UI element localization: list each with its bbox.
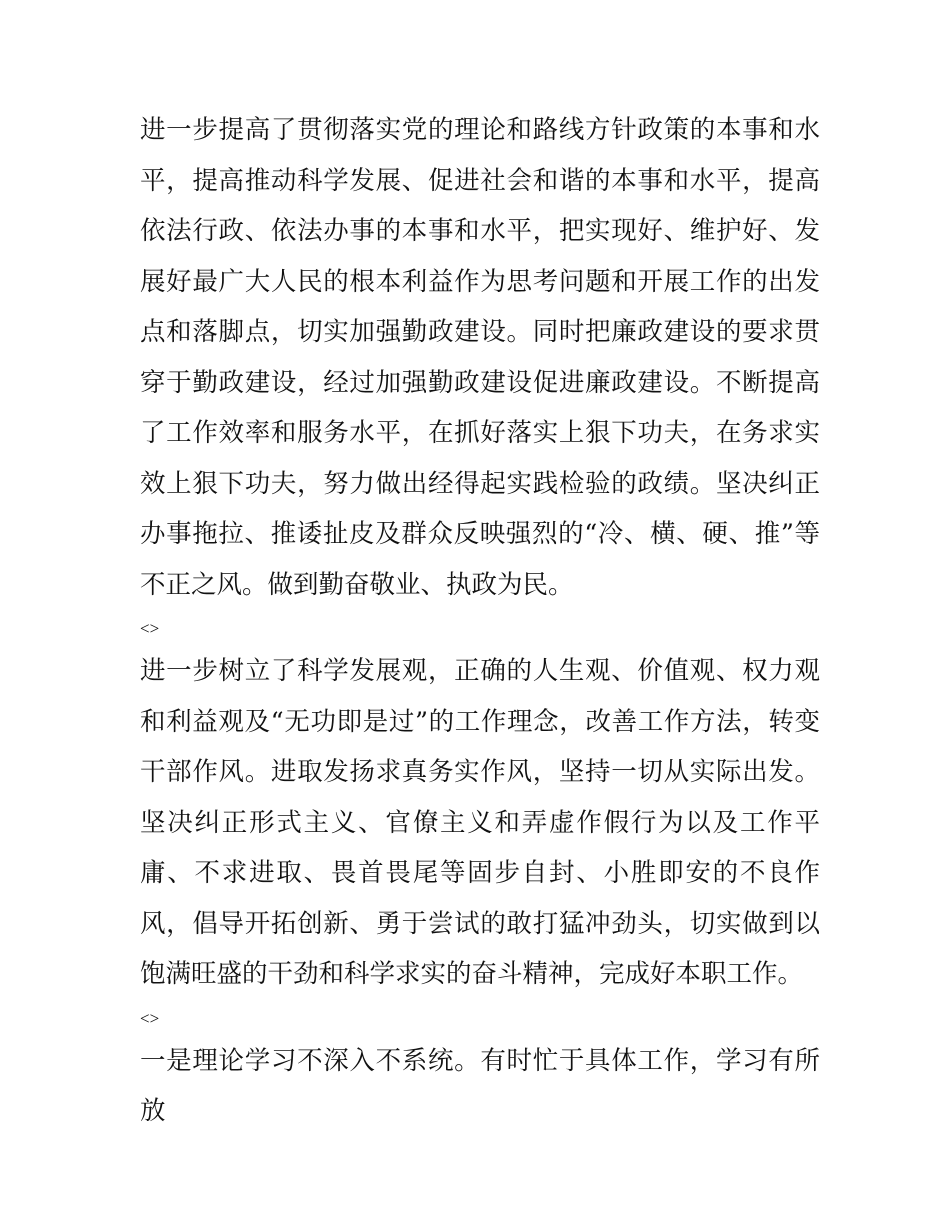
section-separator: <>: [140, 619, 160, 638]
paragraph-shortcomings: 一是理论学习不深入不系统。有时忙于具体工作，学习有所放: [140, 1045, 820, 1126]
document-body: [140, 105, 820, 1137]
paragraph-diligent-governance: 进一步提高了贯彻落实党的理论和路线方针政策的本事和水平，提高推动科学发展、促进社会和谐的本事和水平，提高依法行政、依法办事的本事和水平，把实现好、维护好、发展好最广大人民的根本利益作为思考问题和开展工作的出发点和落脚点，切实加强勤政建设。同时把廉政建设的要求贯穿于勤政建设，经过加强勤政建设促进廉政建设。不断提高了工作效率和服务水平，在抓好落实上狠下功夫，在务求实效上狠下功夫，努力做出经得起实践检验的政绩。坚决纠正办事拖拉、推诿扯皮及群众反映强烈的“冷、横、硬、推”等不正之风。做到勤奋敬业、执政为民。: [140, 115, 820, 600]
paragraph-scientific-development: 进一步树立了科学发展观，正确的人生观、价值观、权力观和利益观及“无功即是过”的工作理念，改善工作方法，转变干部作风。进取发扬求真务实作风，坚持一切从实际出发。坚决纠正形式主义、官僚主义和弄虚作假行为以及工作平庸、不求进取、畏首畏尾等固步自封、小胜即安的不良作风，倡导开拓创新、勇于尝试的敢打猛冲劲头，切实做到以饱满旺盛的干劲和科学求实的奋斗精神，完成好本职工作。: [140, 656, 820, 989]
section-separator: <>: [140, 1008, 160, 1028]
